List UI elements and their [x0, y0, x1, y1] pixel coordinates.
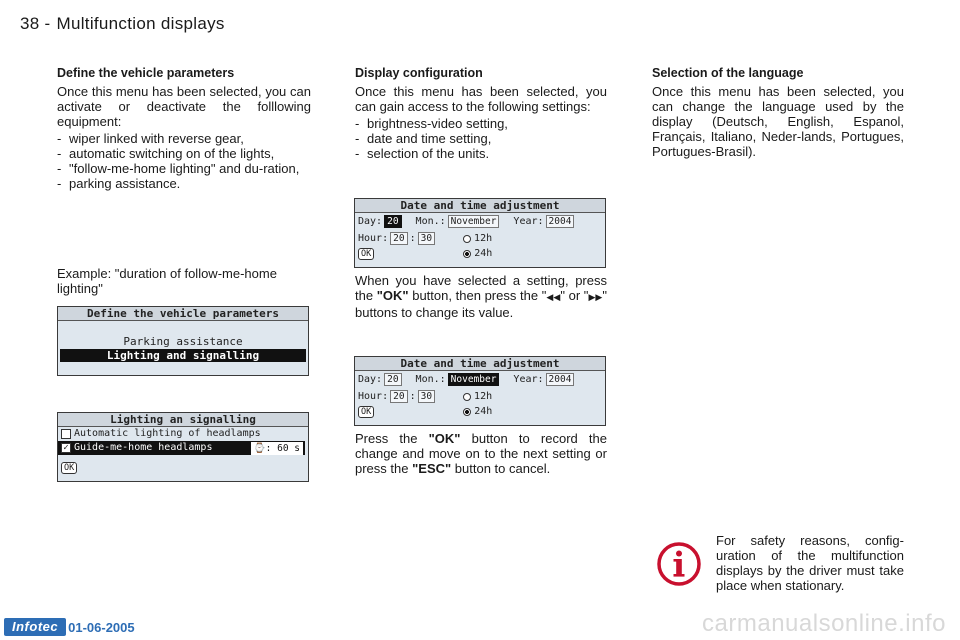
list-item: - brightness-video setting,	[355, 116, 607, 131]
year-field: 2004	[546, 215, 575, 228]
display-configuration-section	[355, 66, 607, 161]
radio-12h-icon	[463, 235, 471, 243]
watermark: carmanualsonline.info	[702, 610, 946, 637]
equipment-list	[57, 131, 311, 191]
month-label: Mon.:	[415, 216, 446, 227]
instruction-text: " or "	[560, 288, 589, 303]
instruction-text: button, then press the "	[412, 288, 547, 303]
format-12h-label: 12h	[474, 233, 493, 244]
vehicle-parameters-intro: Once this menu has been selected, you can activate or deactivate the folllowing equipment:	[57, 84, 311, 129]
screen-title: Define the vehicle parameters	[58, 307, 308, 321]
footer	[4, 618, 135, 636]
lighting-signalling-screen	[57, 412, 309, 482]
date-row	[355, 213, 605, 230]
ok-keyword: "OK"	[376, 288, 409, 303]
list-item: - date and time setting,	[355, 131, 607, 146]
date-time-screen-day	[354, 198, 606, 268]
rewind-icon: ◀◀	[546, 292, 561, 302]
screen-title: Lighting an signalling	[58, 413, 308, 427]
format-24h-label: 24h	[474, 248, 493, 259]
instruction-text: Press the	[355, 431, 418, 446]
footer-date: 01-06-2005	[68, 619, 135, 635]
list-item: - "follow-me-home lighting" and du-ration,	[57, 161, 311, 176]
example-caption: Example: "duration of follow-me-home lighting"	[57, 266, 277, 296]
display-configuration-intro: Once this menu has been selected, you can gain access to the following settings:	[355, 84, 607, 114]
year-field: 2004	[546, 373, 575, 386]
auto-headlamps-row	[58, 427, 308, 441]
ok-button: OK	[358, 406, 374, 418]
time-row	[355, 230, 605, 247]
year-label: Year:	[513, 374, 544, 385]
day-field: 20	[384, 215, 401, 228]
info-icon	[656, 541, 702, 587]
menu-item-parking-assistance: Parking assistance	[123, 335, 243, 348]
instruction-text: button to cancel.	[454, 461, 551, 476]
hour-field: 20	[390, 232, 407, 245]
language-heading: Selection of the language	[652, 66, 804, 80]
time-separator: :	[409, 233, 416, 244]
ok-keyword: "OK"	[428, 431, 461, 446]
hour-label: Hour:	[358, 391, 389, 402]
display-configuration-heading: Display configuration	[355, 66, 483, 80]
screen-title: Date and time adjustment	[355, 199, 605, 213]
list-item: - wiper linked with reverse gear,	[57, 131, 311, 146]
language-section	[652, 66, 904, 159]
guide-me-home-label: Guide-me-home headlamps	[74, 442, 213, 453]
date-time-screen-month	[354, 356, 606, 426]
ok-button: OK	[358, 248, 374, 260]
year-label: Year:	[513, 216, 544, 227]
instruction-text: " buttons to change its value.	[355, 288, 608, 320]
ok-row	[355, 247, 605, 260]
checkbox-empty-icon	[61, 429, 71, 439]
radio-24h-icon	[463, 408, 471, 416]
checkbox-checked-icon: ✓	[61, 443, 71, 453]
page-header	[20, 14, 225, 34]
vehicle-parameters-heading: Define the vehicle parameters	[57, 66, 235, 80]
screen-title: Date and time adjustment	[355, 357, 605, 371]
instruction-text: When you have selected a setting, press the	[355, 273, 607, 303]
vehicle-parameters-screen	[57, 306, 309, 376]
minute-field: 30	[418, 232, 435, 245]
list-item: - selection of the units.	[355, 146, 607, 161]
date-row	[355, 371, 605, 388]
format-24h-label: 24h	[474, 406, 493, 417]
ok-button: OK	[61, 462, 77, 474]
instruction-text: button to record the change and move on to the next setting or press the	[355, 431, 607, 476]
vehicle-parameters-section	[57, 66, 311, 191]
menu-item-lighting-signalling: Lighting and signalling	[60, 349, 306, 362]
page-number: 38 -	[20, 14, 51, 33]
radio-24h-icon	[463, 250, 471, 258]
list-item: - parking assistance.	[57, 176, 311, 191]
month-field: November	[448, 373, 500, 386]
month-field: November	[448, 215, 500, 228]
time-separator: :	[409, 391, 416, 402]
fast-forward-icon: ▶▶	[588, 292, 603, 302]
infotec-logo: Infotec	[4, 618, 66, 636]
format-12h-label: 12h	[474, 391, 493, 402]
day-field: 20	[384, 373, 401, 386]
radio-12h-icon	[463, 393, 471, 401]
list-item: - automatic switching on of the lights,	[57, 146, 311, 161]
guide-me-home-row	[58, 441, 305, 455]
minute-field: 30	[418, 390, 435, 403]
month-label: Mon.:	[415, 374, 446, 385]
auto-headlamps-label: Automatic lighting of headlamps	[74, 428, 261, 439]
esc-keyword: "ESC"	[412, 461, 452, 476]
change-setting-instruction	[355, 273, 607, 320]
ok-row	[355, 405, 605, 418]
safety-note: For safety reasons, config-uration of the multifunction displays by the driver must take place when stationary.	[716, 533, 904, 593]
day-label: Day:	[358, 374, 383, 385]
hour-field: 20	[390, 390, 407, 403]
page-title: Multifunction displays	[56, 14, 225, 33]
settings-list	[355, 116, 607, 161]
time-row	[355, 388, 605, 405]
record-change-instruction	[355, 431, 607, 476]
language-text: Once this menu has been selected, you can change the language used by the display (Deutsch, English, Espanol, Français, Italiano, Neder-lands, Portugues, Portugues-Brasil).	[652, 84, 904, 159]
hour-label: Hour:	[358, 233, 389, 244]
day-label: Day:	[358, 216, 383, 227]
duration-value: ⌚: 60 s	[251, 442, 303, 455]
